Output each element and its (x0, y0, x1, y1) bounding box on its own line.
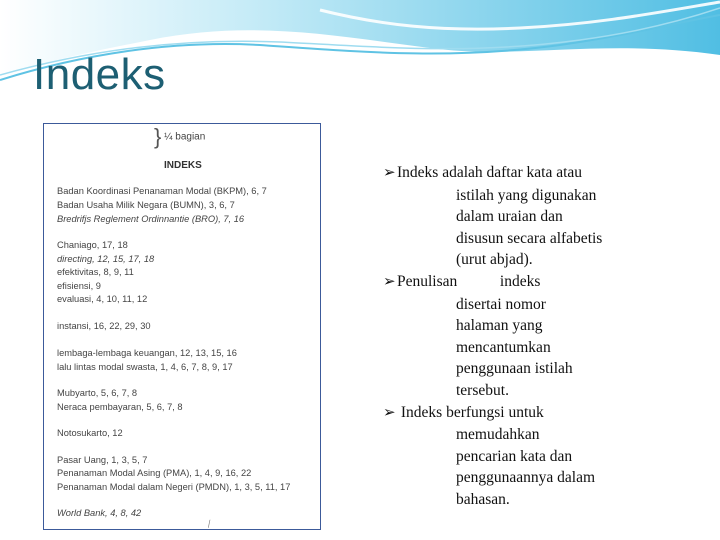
arrow-right-icon: ➢ (383, 404, 396, 421)
bullet-line: memudahkan (456, 426, 540, 444)
index-entry: Badan Koordinasi Penanaman Modal (BKPM), 6, 7 (57, 186, 267, 196)
arrow-right-icon: ➢ (383, 165, 396, 181)
bullet-line: istilah yang digunakan (456, 186, 597, 204)
brace-note-label: ¼ bagian (164, 131, 206, 143)
index-entry: evaluasi, 4, 10, 11, 12 (57, 294, 148, 304)
brace-icon: } (154, 124, 162, 149)
bullet-line: bahasan. (456, 490, 510, 508)
index-entry: efisiensi, 9 (57, 281, 101, 291)
bullet-item-definition (383, 162, 703, 271)
index-entry: Mubyarto, 5, 6, 7, 8 (57, 388, 138, 398)
index-page-image (43, 123, 321, 530)
bullet-item-function (383, 402, 703, 511)
index-entry: efektivitas, 8, 9, 11 (57, 267, 134, 277)
bullet-line: disusun secara alfabetis (456, 229, 603, 247)
index-entry: Penanaman Modal Asing (PMA), 1, 4, 9, 16, 22 (57, 468, 252, 478)
brace-note (154, 124, 206, 149)
bullet-line: dalam uraian dan (456, 208, 563, 226)
bullet-line: halaman yang (456, 317, 543, 335)
index-entry: World Bank, 4, 8, 42 (57, 508, 142, 518)
index-entry: Bredrifjs Reglement Ordinnantie (BRO), 7, 16 (57, 214, 245, 224)
bullet-line: (urut abjad). (456, 251, 533, 269)
index-entry: Pasar Uang, 1, 3, 5, 7 (57, 455, 148, 465)
bullet-first-line: Indeks berfungsi untuk (397, 403, 544, 421)
bullet-line: pencarian kata dan (456, 447, 573, 465)
corner-mark-icon: ∕ (207, 519, 213, 530)
index-entry: Notosukarto, 12 (57, 428, 123, 438)
index-entry: Badan Usaha Milik Negara (BUMN), 3, 6, 7 (57, 200, 235, 210)
bullet-first-line: Penulisan indeks (397, 272, 541, 290)
bullet-line: penggunaan istilah (456, 360, 573, 378)
bullet-item-writing (383, 271, 703, 402)
index-entry: lembaga-lembaga keuangan, 12, 13, 15, 16 (57, 348, 237, 358)
index-entry: instansi, 16, 22, 29, 30 (57, 321, 151, 331)
index-entry: Chaniago, 17, 18 (57, 240, 128, 250)
arrow-right-icon: ➢ (383, 273, 396, 290)
bullet-line: mencantumkan (456, 338, 551, 356)
bullet-line: disertai nomor (456, 295, 546, 313)
index-entry: Neraca pembayaran, 5, 6, 7, 8 (57, 402, 183, 412)
index-entry: directing, 12, 15, 17, 18 (57, 254, 155, 264)
index-entry: Penanaman Modal dalam Negeri (PMDN), 1, 3, 5, 11, 17 (57, 482, 291, 492)
index-heading: INDEKS (164, 160, 202, 171)
index-entry: lalu lintas modal swasta, 1, 4, 6, 7, 8, 9, 17 (57, 362, 233, 372)
bullet-line: tersebut. (456, 381, 509, 399)
bullet-list (383, 162, 703, 511)
bullet-line: penggunaannya dalam (456, 469, 596, 487)
slide-title: Indeks (33, 50, 166, 99)
bullet-first-line: Indeks adalah daftar kata atau (397, 164, 583, 181)
